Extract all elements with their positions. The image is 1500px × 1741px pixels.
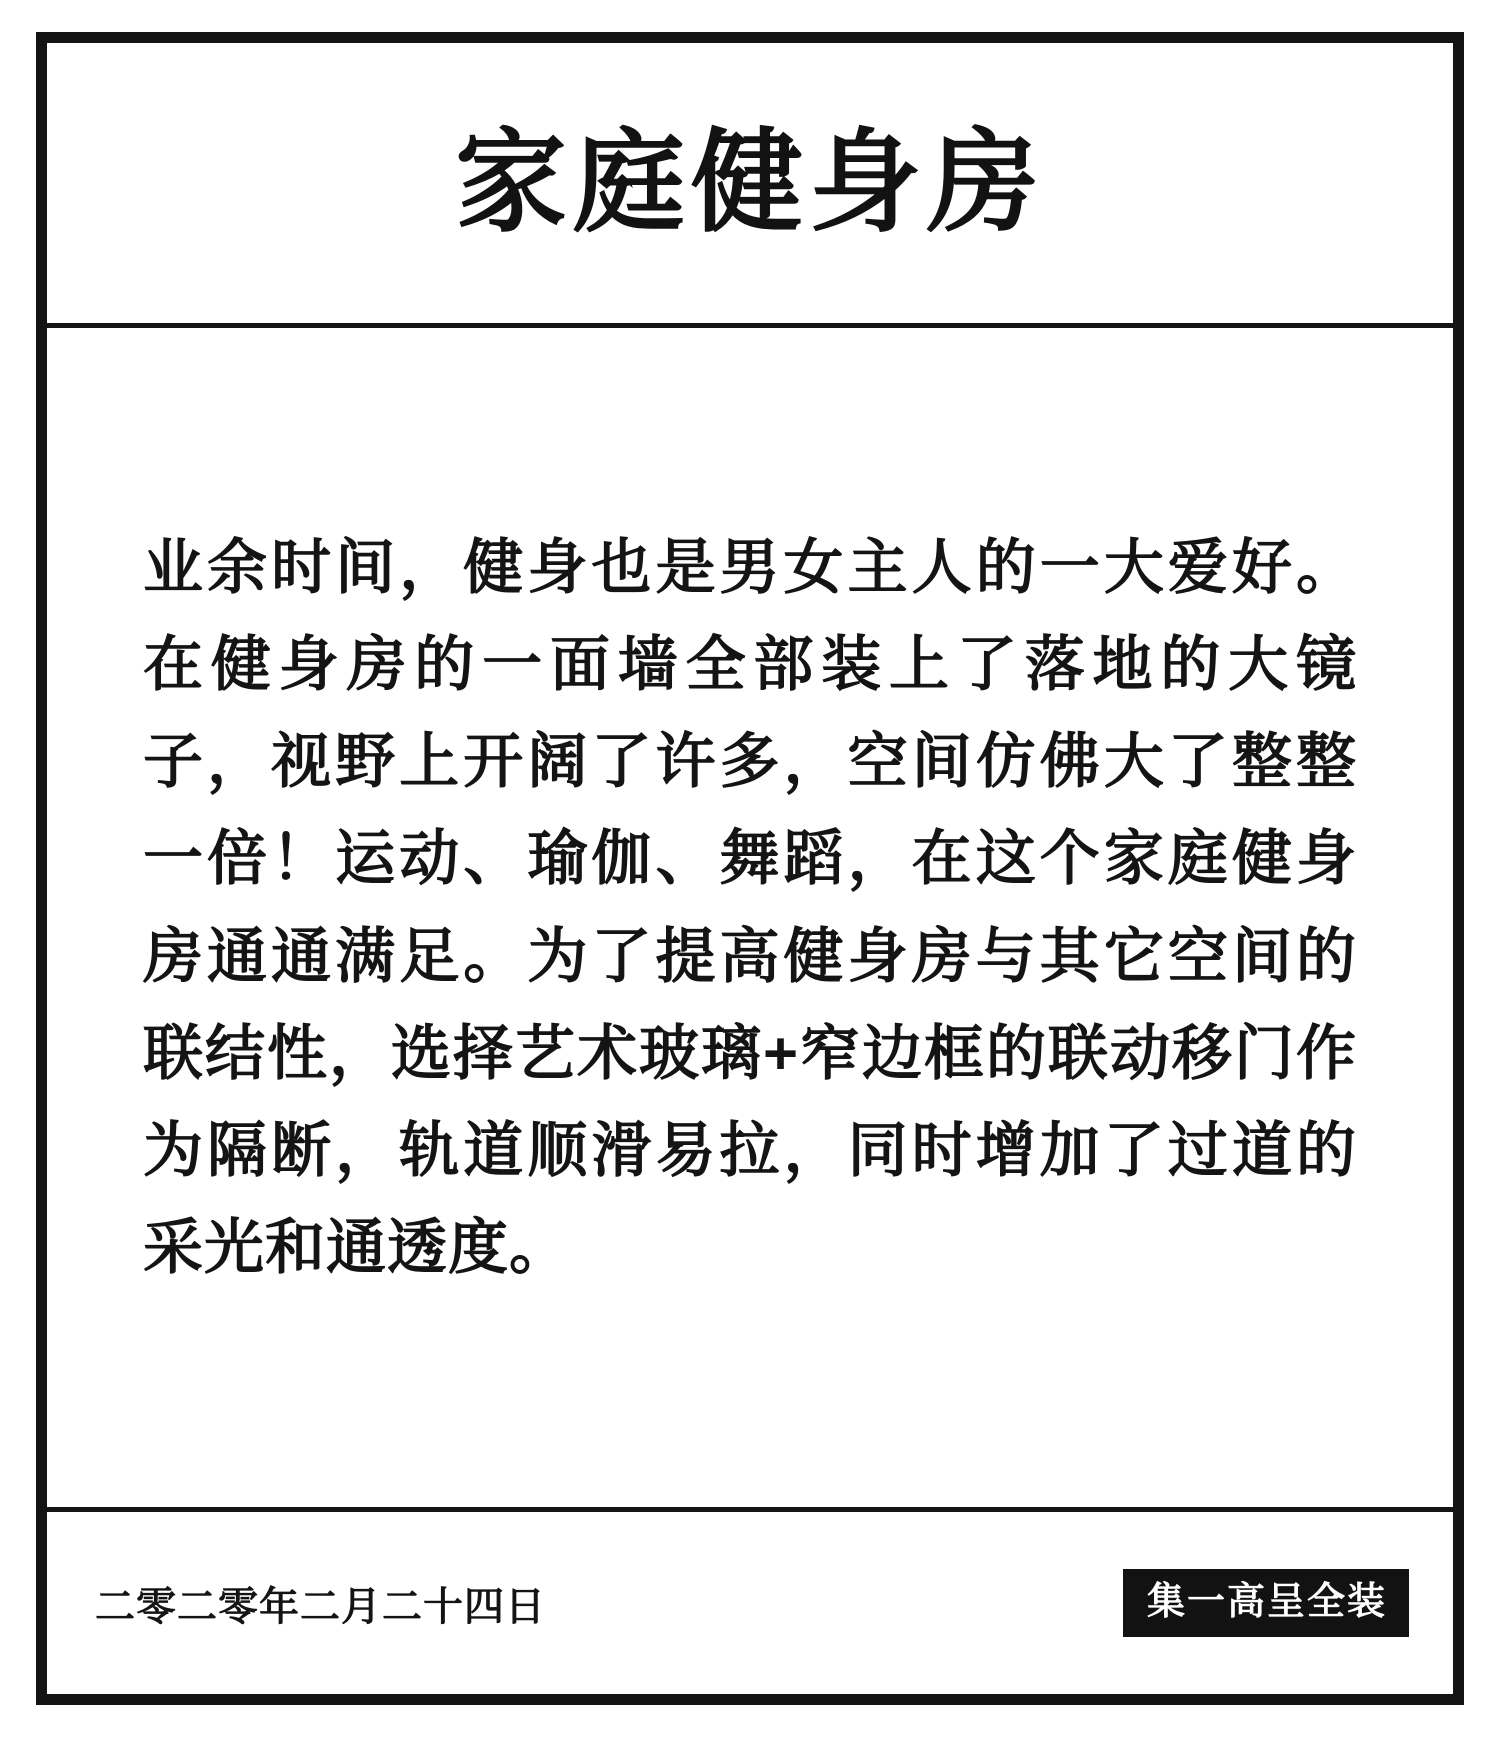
poster-frame bbox=[36, 32, 1464, 1705]
body-paragraph: 业余时间，健身也是男女主人的一大爱好。在健身房的一面墙全部装上了落地的大镜子，视野上开阔了许多，空间仿佛大了整整一倍！运动、瑜伽、舞蹈，在这个家庭健身房通通满足。为了提高健身房与其它空间的联结性，选择艺术玻璃+窄边框的联动移门作为隔断，轨道顺滑易拉，同时增加了过道的采光和通透度。 bbox=[143, 533, 1357, 1282]
page-title: 家庭健身房 bbox=[455, 120, 1045, 245]
poster-body bbox=[47, 328, 1453, 1512]
footer-date: 二零二零年二月二十四日 bbox=[95, 1584, 546, 1629]
brand-stamp: 集一高呈全装 bbox=[1123, 1569, 1409, 1637]
poster-footer bbox=[47, 1512, 1453, 1694]
poster-header bbox=[47, 43, 1453, 328]
